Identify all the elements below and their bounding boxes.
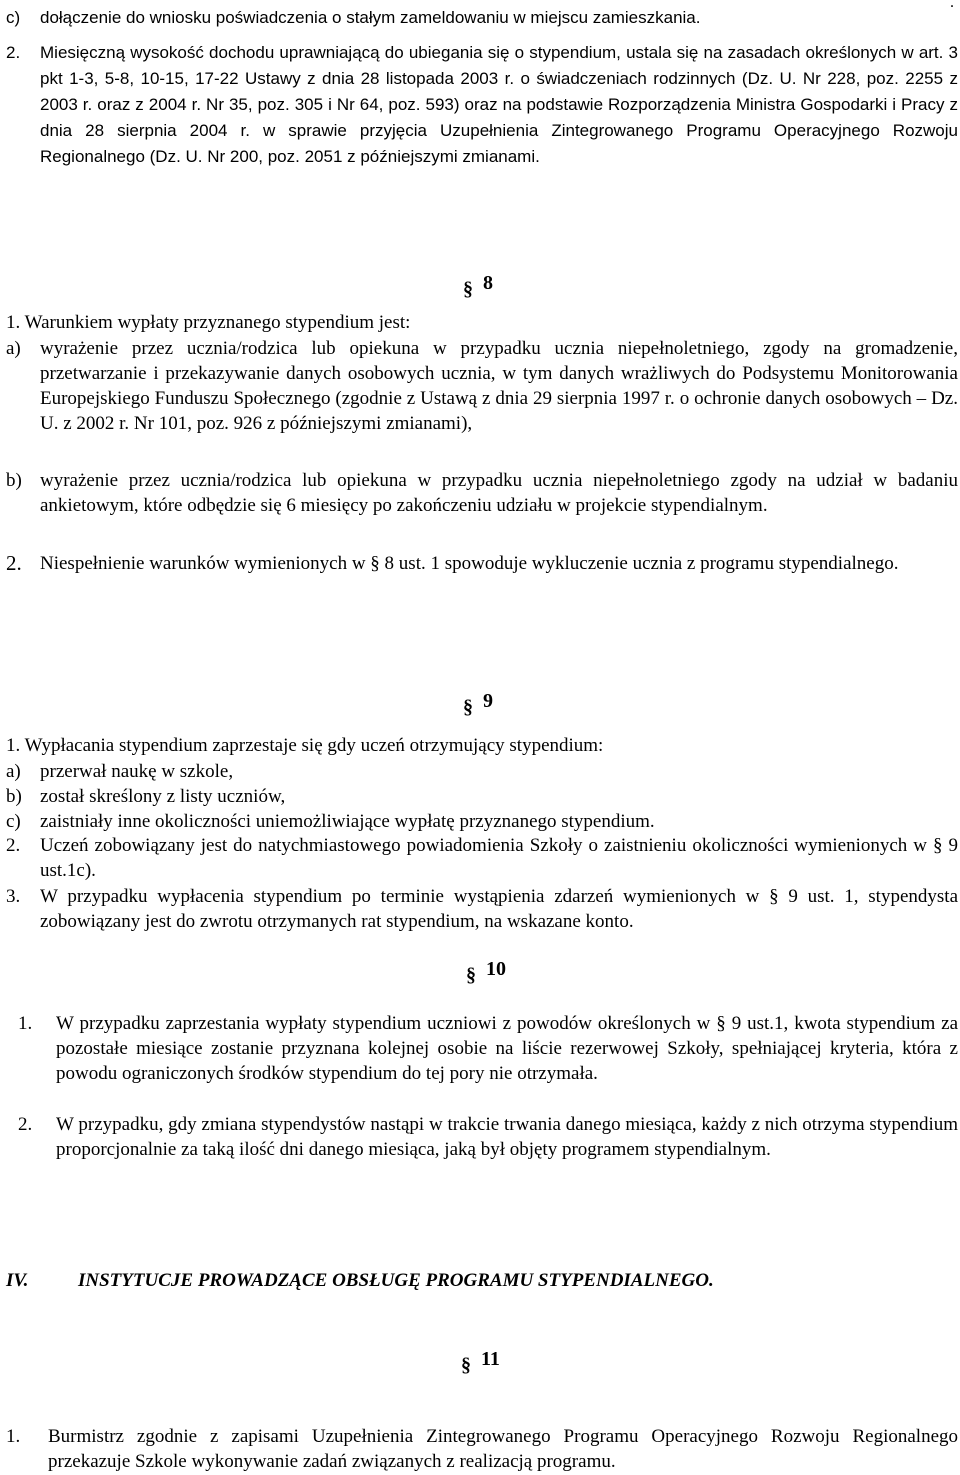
- section-number: 8: [483, 272, 493, 294]
- item-label: a): [6, 761, 21, 782]
- item-text: wyrażenie przez ucznia/rodzica lub opiekuna w przypadku ucznia niepełnoletniego zgody na udział w badaniu ankietowym, które odbędzie się 6 miesięcy po zakończeniu udziału w projekcie stypendialnym.: [40, 470, 958, 516]
- s9-paragraph-2: [6, 833, 958, 883]
- s10-paragraph-2: [18, 1112, 958, 1162]
- section-11-heading: [461, 1348, 500, 1376]
- s8-paragraph-1: 1. Warunkiem wypłaty przyznanego stypendium jest:: [6, 312, 411, 333]
- item-label: a): [6, 338, 21, 359]
- section-symbol: §: [463, 696, 473, 718]
- item-label: 1.: [18, 1013, 33, 1034]
- chapter-heading: [6, 1270, 714, 1292]
- chapter-title: INSTYTUCJE PROWADZĄCE OBSŁUGĘ PROGRAMU STYPENDIALNEGO.: [78, 1270, 714, 1291]
- item-text: wyrażenie przez ucznia/rodzica lub opiekuna w przypadku ucznia niepełnoletniego, zgody na gromadzenie, przetwarzanie i przekazywanie danych osobowych ucznia, w tym danych wrażliwych do Podsystemu Monitorowania Europejskiego Funduszu Społecznego (zgodnie z Ustawą z dnia 29 sierpnia 1997 r. o ochronie danych osobowych – Dz. U. z 2002 r. Nr 101, poz. 926 z późniejszymi zmianami),: [40, 338, 958, 434]
- s8-item-a: [6, 336, 958, 436]
- intro-item-2: [6, 40, 958, 170]
- chapter-number: IV.: [6, 1270, 29, 1291]
- item-text: W przypadku, gdy zmiana stypendystów nastąpi w trakcie trwania danego miesiąca, każdy z nich otrzyma stypendium proporcjonalnie za taką ilość dni danego miesiąca, jaką był objęty programem stypendialnym.: [56, 1114, 958, 1160]
- section-symbol: §: [463, 278, 473, 300]
- item-label: 2.: [6, 43, 21, 62]
- s9-item-c: [6, 809, 958, 834]
- section-symbol: §: [461, 1354, 471, 1376]
- item-text: dołączenie do wniosku poświadczenia o stałym zameldowaniu w miejscu zamieszkania.: [40, 8, 701, 27]
- section-10-heading: [466, 958, 506, 986]
- item-label: 1.: [6, 1426, 21, 1447]
- section-number: 10: [486, 958, 506, 980]
- s8-item-b: [6, 468, 958, 518]
- section-number: 11: [481, 1348, 500, 1370]
- item-text: Burmistrz zgodnie z zapisami Uzupełnienia Zintegrowanego Programu Operacyjnego Rozwoju Regionalnego przekazuje Szkole wykonywanie zadań związanych z realizacją programu.: [48, 1426, 958, 1472]
- s10-paragraph-1: [18, 1011, 958, 1086]
- item-text: W przypadku wypłacenia stypendium po terminie wystąpienia zdarzeń wymienionych w § 9 ust. 1, stypendysta zobowiązany jest do zwrotu otrzymanych rat stypendium, na wskazane konto.: [40, 886, 958, 932]
- item-label: c): [6, 811, 21, 832]
- section-number: 9: [483, 690, 493, 712]
- item-text: Miesięczną wysokość dochodu uprawniającą do ubiegania się o stypendium, ustala się na zasadach określonych w art. 3 pkt 1-3, 5-8, 10-15, 17-22 Ustawy z dnia 28 listopada 2003 r. o świadczeniach rodzinnych (Dz. U. Nr 228, poz. 2255 z 2003 r. oraz z 2004 r. Nr 35, poz. 305 i Nr 64, poz. 593) oraz na podstawie Rozporządzenia Ministra Gospodarki i Pracy z dnia 28 sierpnia 2004 r. w sprawie przyjęcia Uzupełnienia Zintegrowanego Programu Operacyjnego Rozwoju Regionalnego (Dz. U. Nr 200, poz. 2051 z późniejszymi zmianami.: [40, 43, 958, 166]
- s9-paragraph-1: 1. Wypłacania stypendium zaprzestaje się gdy uczeń otrzymujący stypendium:: [6, 735, 604, 756]
- section-9-heading: [463, 690, 493, 718]
- item-label: b): [6, 470, 22, 491]
- item-text: W przypadku zaprzestania wypłaty stypendium uczniowi z powodów określonych w § 9 ust.1, kwota stypendium za pozostałe miesiące zostanie przyznana kolejnej osobie na liście rezerwowej Szkoły, spełniającej kryteria, która z powodu ograniczonych środków stypendium do tej pory nie otrzymała.: [56, 1013, 958, 1084]
- item-text: przerwał naukę w szkole,: [40, 761, 234, 782]
- s9-paragraph-3: [6, 884, 958, 934]
- item-label: b): [6, 786, 22, 807]
- item-label: 2.: [6, 551, 22, 575]
- item-label: 2.: [6, 835, 21, 856]
- section-8-heading: [463, 272, 493, 300]
- item-text: zaistniały inne okoliczności uniemożliwiające wypłatę przyznanego stypendium.: [40, 811, 655, 832]
- item-label: 2.: [18, 1114, 33, 1135]
- s9-item-b: [6, 784, 958, 809]
- item-label: 3.: [6, 886, 21, 907]
- s9-item-a: [6, 759, 958, 784]
- s8-paragraph-2: [6, 551, 958, 576]
- top-dot: .: [950, 0, 954, 11]
- section-symbol: §: [466, 964, 476, 986]
- item-text: został skreślony z listy uczniów,: [40, 786, 286, 807]
- item-label: c): [6, 8, 21, 27]
- intro-item-c: [6, 5, 958, 31]
- s11-paragraph-1: [6, 1424, 958, 1474]
- item-text: Niespełnienie warunków wymienionych w § 8 ust. 1 spowoduje wykluczenie ucznia z programu stypendialnego.: [40, 553, 899, 574]
- item-text: Uczeń zobowiązany jest do natychmiastowego powiadomienia Szkoły o zaistnieniu okoliczności wymienionych w § 9 ust.1c).: [40, 835, 958, 881]
